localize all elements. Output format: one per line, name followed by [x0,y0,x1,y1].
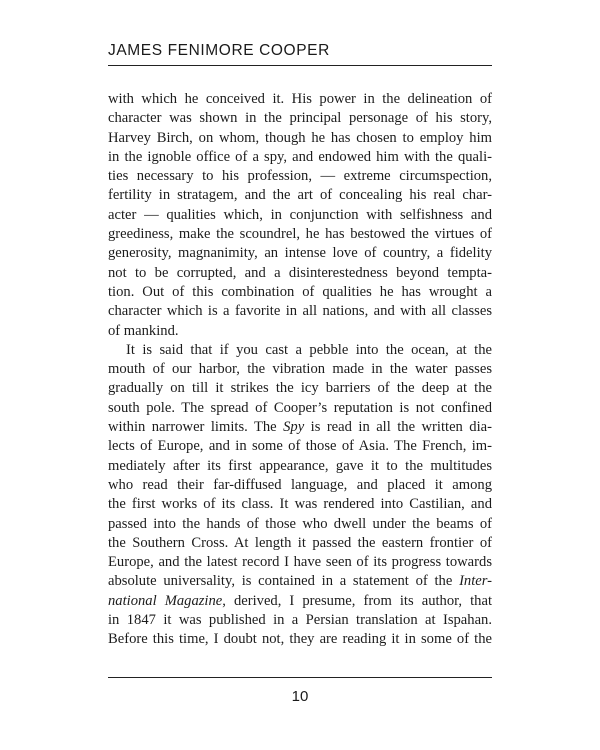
header-rule [108,65,492,66]
text-line: fertility in stratagem, and the art of concealing his real char- [108,187,492,204]
text-line: within narrower limits. The Spy is read in all the written dia- [108,419,492,436]
text-line: mouth of our harbor, the vibration made in the water passes [108,361,492,378]
text-line: generosity, magnanimity, an intense love of country, a fidelity [108,245,492,262]
text-line: of mankind. [108,322,179,339]
text-line: absolute universality, is contained in a statement of the Inter- [108,573,492,590]
text-line: who read their far-diffused language, and placed it among [108,476,492,493]
italic-title: national Magazine [108,592,223,609]
text-line: It is said that if you cast a pebble into the ocean, at the [126,341,492,358]
text-line: national Magazine, derived, I presume, from its author, that [108,592,492,609]
text-line: greediness, make the scoundrel, he has bestowed the virtues of [108,226,492,243]
italic-title: Spy [283,419,305,436]
running-head: JAMES FENIMORE COOPER [108,42,330,59]
text-line: not to be corrupted, and a disinterestedness beyond tempta- [108,264,492,281]
text-line: acter — qualities which, in conjunction with selfishness and [108,206,492,223]
text-line: the Southern Cross. At length it passed the eastern frontier of [108,534,492,551]
text-line: ties necessary to his profession, — extreme circumspection, [108,168,492,185]
text-line: gradually on till it strikes the icy barriers of the deep at the [108,380,492,397]
text-line: passed into the hands of those who dwell under the beams of [108,515,492,532]
text-line: mediately after its first appearance, gave it to the multitudes [108,457,492,474]
text-line: character was shown in the principal personage of his story, [108,110,492,127]
text-line: in 1847 it was published in a Persian translation at Ispahan. [108,612,492,629]
text-line: tion. Out of this combination of qualities he has wrought a [108,283,492,300]
text-line: character which is a favorite in all nations, and with all classes [108,303,492,320]
text-line: in the ignoble office of a spy, and endowed him with the quali- [108,148,492,165]
text-line: Europe, and the latest record I have seen of its progress towards [108,554,492,571]
page-number: 10 [291,688,309,705]
text-line: south pole. The spread of Cooper’s reputation is not confined [108,399,492,416]
text-line: the first works of its class. It was rendered into Castilian, and [108,496,492,513]
italic-title: Inter- [459,573,492,590]
text-line: lects of Europe, and in some of those of Asia. The French, im- [108,438,492,455]
text-line: with which he conceived it. His power in the delineation of [108,91,492,107]
body-text [108,90,492,650]
text-line: Before this time, I doubt not, they are reading it in some of the [108,631,492,648]
footer-rule [108,677,492,678]
text-line: Harvey Birch, on whom, though he has chosen to employ him [108,129,492,146]
